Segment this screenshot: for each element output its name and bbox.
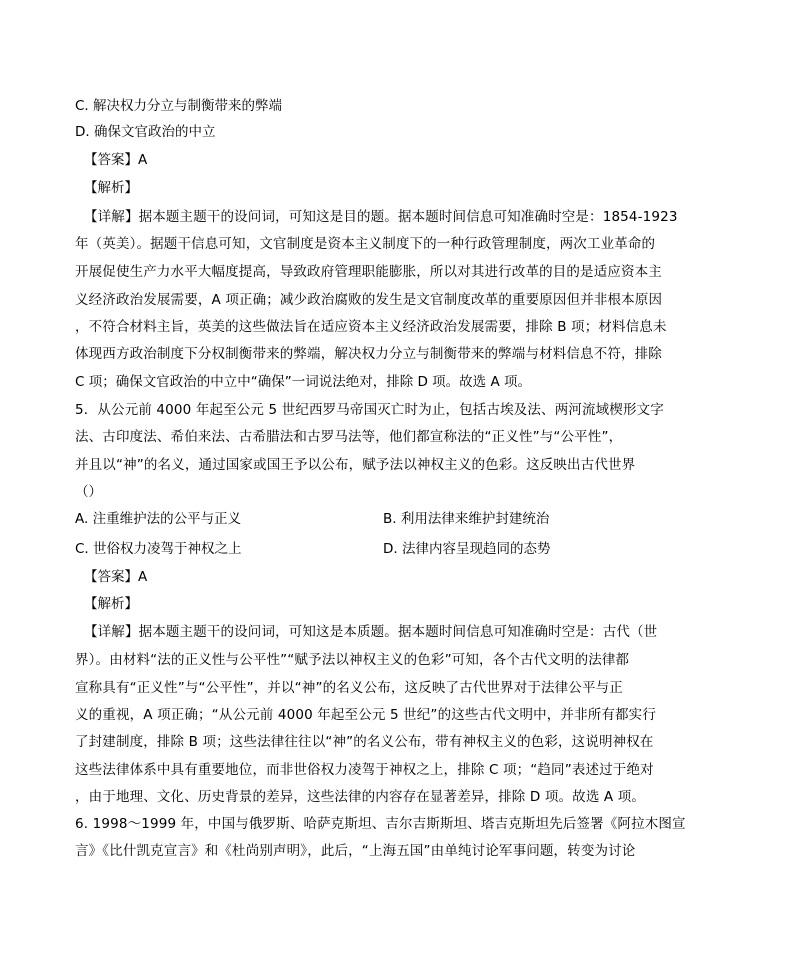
question-6-stem: 6. 1998～1999 年，中国与俄罗斯、哈萨克斯坦、吉尔吉斯斯坦、塔吉克斯坦先后签署《阿拉木图宣 (75, 816, 686, 832)
detail-line: C 项；确保文官政治的中立中“确保”一词说法绝对，排除 D 项。故选 A 项。 (75, 374, 531, 390)
detail-line: 【详解】据本题主题干的设问词，可知这是目的题。据本题时间信息可知准确时空是：1854-1923 (84, 209, 678, 225)
question-5-stem: 5．从公元前 4000 年起至公元 5 世纪西罗马帝国灭亡时为止，包括古埃及法、两河流域楔形文字 (75, 402, 664, 418)
question-5-stem: 并且以“神”的名义，通过国家或国王予以公布，赋予法以神权主义的色彩。这反映出古代世界 (75, 457, 636, 473)
answer-label: 【答案】A (84, 569, 148, 585)
detail-line: 开展促使生产力水平大幅度提高，导致政府管理职能膨胀，所以对其进行改革的目的是适应资本主 (75, 264, 662, 280)
answer-label: 【答案】A (84, 152, 148, 168)
option-d: D. 法律内容呈现趋同的态势 (383, 541, 551, 557)
question-6-stem: 言》《比什凯克宣言》和《杜尚别声明》，此后，“上海五国”由单纯讨论军事问题，转变为讨论 (75, 843, 636, 859)
detail-line: 这些法律体系中具有重要地位，而非世俗权力凌驾于神权之上，排除 C 项；“趋同”表述过于绝对 (75, 762, 654, 778)
detail-line: 体现西方政治制度下分权制衡带来的弊端，解决权力分立与制衡带来的弊端与材料信息不符，排除 (75, 346, 662, 362)
detail-line: 义经济政治发展需要，A 项正确；减少政治腐败的发生是文官制度改革的重要原因但并非根本原因 (75, 292, 663, 308)
detail-line: ，不符合材料主旨，英美的这些做法旨在适应资本主义经济政治发展需要，排除 B 项；材料信息未 (75, 319, 667, 335)
option-b: B. 利用法律来维护封建统治 (383, 511, 550, 527)
detail-line: ，由于地理、文化、历史背景的差异，这些法律的内容存在显著差异，排除 D 项。故选 A 项。 (75, 789, 646, 805)
analysis-label: 【解析】 (84, 596, 138, 612)
option-d-prev: D. 确保文官政治的中立 (75, 124, 216, 140)
analysis-label: 【解析】 (84, 180, 138, 196)
detail-line: 【详解】据本题主题干的设问词，可知这是本质题。据本题时间信息可知准确时空是：古代（世 (84, 624, 658, 640)
detail-line: 年（英美）。据题干信息可知，文官制度是资本主义制度下的一种行政管理制度，两次工业革命的 (75, 236, 656, 252)
option-c: C. 世俗权力凌驾于神权之上 (75, 541, 242, 557)
detail-line: 宣称具有“正义性”与“公平性”，并以“神”的名义公布，这反映了古代世界对于法律公平与正 (75, 680, 623, 696)
detail-line: 义的重视，A 项正确；“从公元前 4000 年起至公元 5 世纪”的这些古代文明中，并非所有都实行 (75, 707, 656, 723)
detail-line: 了封建制度，排除 B 项；这些法律往往以“神”的名义公布，带有神权主义的色彩，这说明神权在 (75, 734, 654, 750)
option-c-prev: C. 解决权力分立与制衡带来的弊端 (75, 98, 283, 114)
option-a: A. 注重维护法的公平与正义 (75, 511, 242, 527)
question-5-blank: （） (75, 484, 102, 500)
detail-line: 界）。由材料“法的正义性与公平性”“赋予法以神权主义的色彩”可知，各个古代文明的法律都 (75, 652, 630, 668)
question-5-stem: 法、古印度法、希伯来法、古希腊法和古罗马法等，他们都宣称法的“正义性”与“公平性”， (75, 429, 623, 445)
